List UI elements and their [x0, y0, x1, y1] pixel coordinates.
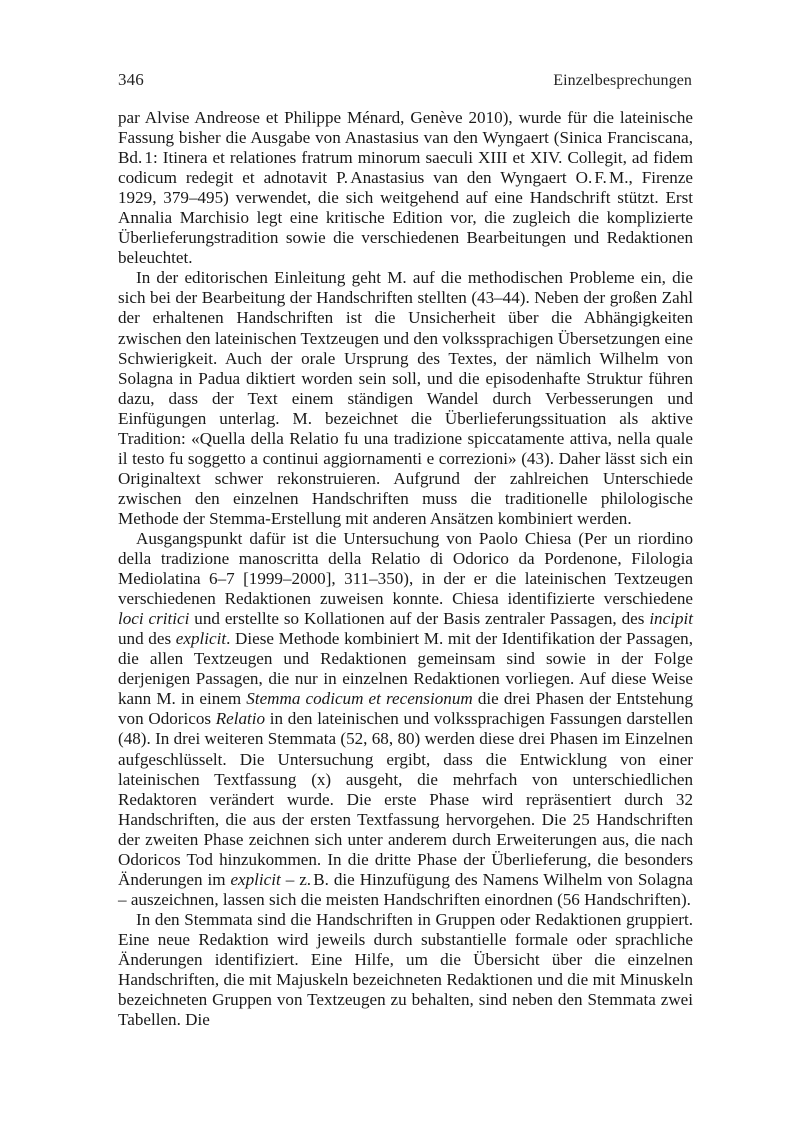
italic-loci-critici: loci critici	[118, 609, 190, 629]
paragraph-3: Ausgangspunkt dafür ist die Untersuchung von Paolo Chiesa (Per un riordino della tradizione manoscritta della Relatio di Odorico da Pordenone, Filologia Mediolatina 6–7 [1999–2000], 311–350), in der er die lateinischen Textzeugen verschiedenen Redaktionen zuweisen konnte. Chiesa identifizierte verschiedene loci critici und erstellte so Kollationen auf der Basis zentraler Passagen, des incipit und des explicit. Diese Methode kombiniert M. mit der Identifikation der Passagen, die allen Textzeugen und Redaktionen gemeinsam sind sowie in der Folge derjenigen Passagen, die nur in einzelnen Redaktionen vorliegen. Auf diese Weise kann M. in einem Stemma codicum et recensionum die drei Phasen der Entstehung von Odoricos Relatio in den lateinischen und volkssprachigen Fassungen darstellen (48). In drei weiteren Stemmata (52, 68, 80) werden diese drei Phasen im Einzelnen aufgeschlüsselt. Die Untersuchung ergibt, dass die Entwicklung von einer lateinischen Textfassung (x) ausgeht, die mehrfach von unterschiedlichen Redaktoren verändert wurde. Die erste Phase wird repräsentiert durch 32 Handschriften, die aus der ersten Textfassung hervorgehen. Die 25 Handschriften der zweiten Phase zeichnen sich unter anderem durch Erweiterungen aus, die nach Odoricos Tod hinzukommen. In die dritte Phase der Überlieferung, die besonders Änderungen im explicit – z. B. die Hinzufügung des Namens Wilhelm von Solagna – auszeichnen, lassen sich die meisten Handschriften einordnen (56 Handschriften).	[118, 528, 694, 909]
italic-incipit: incipit	[649, 609, 693, 629]
paragraph-1: par Alvise Andreose et Philippe Ménard, Genève 2010), wurde für die lateinische Fassung bisher die Ausgabe von Anastasius van den Wyngaert (Sinica Franciscana, Bd. 1: Itinera et relationes fratrum minorum saeculi XIII et XIV. Collegit, ad fidem codicum redegit et adnotavit P. Anastasius van den Wyngaert O. F. M., Firenze 1929, 379–495) verwendet, die sich weitgehend auf eine Handschrift stützt. Erst Annalia Marchisio legt eine kritische Edition vor, die zugleich die komplizierte Überlieferungstradition sowie die verschiedenen Bearbeitungen und Redaktionen beleuchtet.	[118, 108, 694, 268]
paragraph-2: In der editorischen Einleitung geht M. auf die methodischen Probleme ein, die sich bei der Bearbeitung der Handschriften stellten (43–44). Neben der großen Zahl der erhaltenen Handschriften ist die Unsicherheit über die Abhängigkeiten zwischen den lateinischen Textzeugen und den volkssprachigen Übersetzungen eine Schwierigkeit. Auch der orale Ursprung des Textes, der nämlich Wilhelm von Solagna in Padua diktiert worden sein soll, und die episodenhafte Struktur führen dazu, dass der Text einem ständigen Wandel durch Verbesserungen und Einfügungen unterlag. M. bezeichnet die Überlieferungssituation als aktive Tradition: «Quella della Relatio fu una tradizione spiccatamente attiva, nella quale il testo fu soggetto a continui aggiornamenti e correzioni» (43). Daher lässt sich ein Originaltext schwer rekonstruieren. Aufgrund der zahlreichen Unterschiede zwischen den einzelnen Handschriften muss die traditionelle philologische Methode der Stemma-Erstellung mit anderen Ansätzen kombiniert werden.	[118, 268, 693, 528]
italic-relatio: Relatio	[215, 709, 266, 729]
italic-explicit: explicit	[175, 629, 227, 649]
page-number: 346	[118, 70, 144, 89]
running-title: Einzelbesprechungen	[553, 72, 692, 89]
italic-stemma-codicum: Stemma codicum et recensionum	[246, 689, 473, 709]
running-head	[118, 70, 692, 90]
body-text	[118, 108, 693, 1030]
italic-explicit-2: explicit	[230, 869, 281, 889]
paragraph-4: In den Stemmata sind die Handschriften in Gruppen oder Redaktionen gruppiert. Eine neue Redaktion wird jeweils durch substantielle formale oder sprachliche Änderungen identifiziert. Eine Hilfe, um die Übersicht über die einzelnen Handschriften, die mit Majuskeln bezeichneten Redaktionen und die mit Minuskeln bezeichneten Gruppen von Textzeugen zu behalten, sind neben den Stemmata zwei Tabellen. Die	[118, 909, 693, 1030]
